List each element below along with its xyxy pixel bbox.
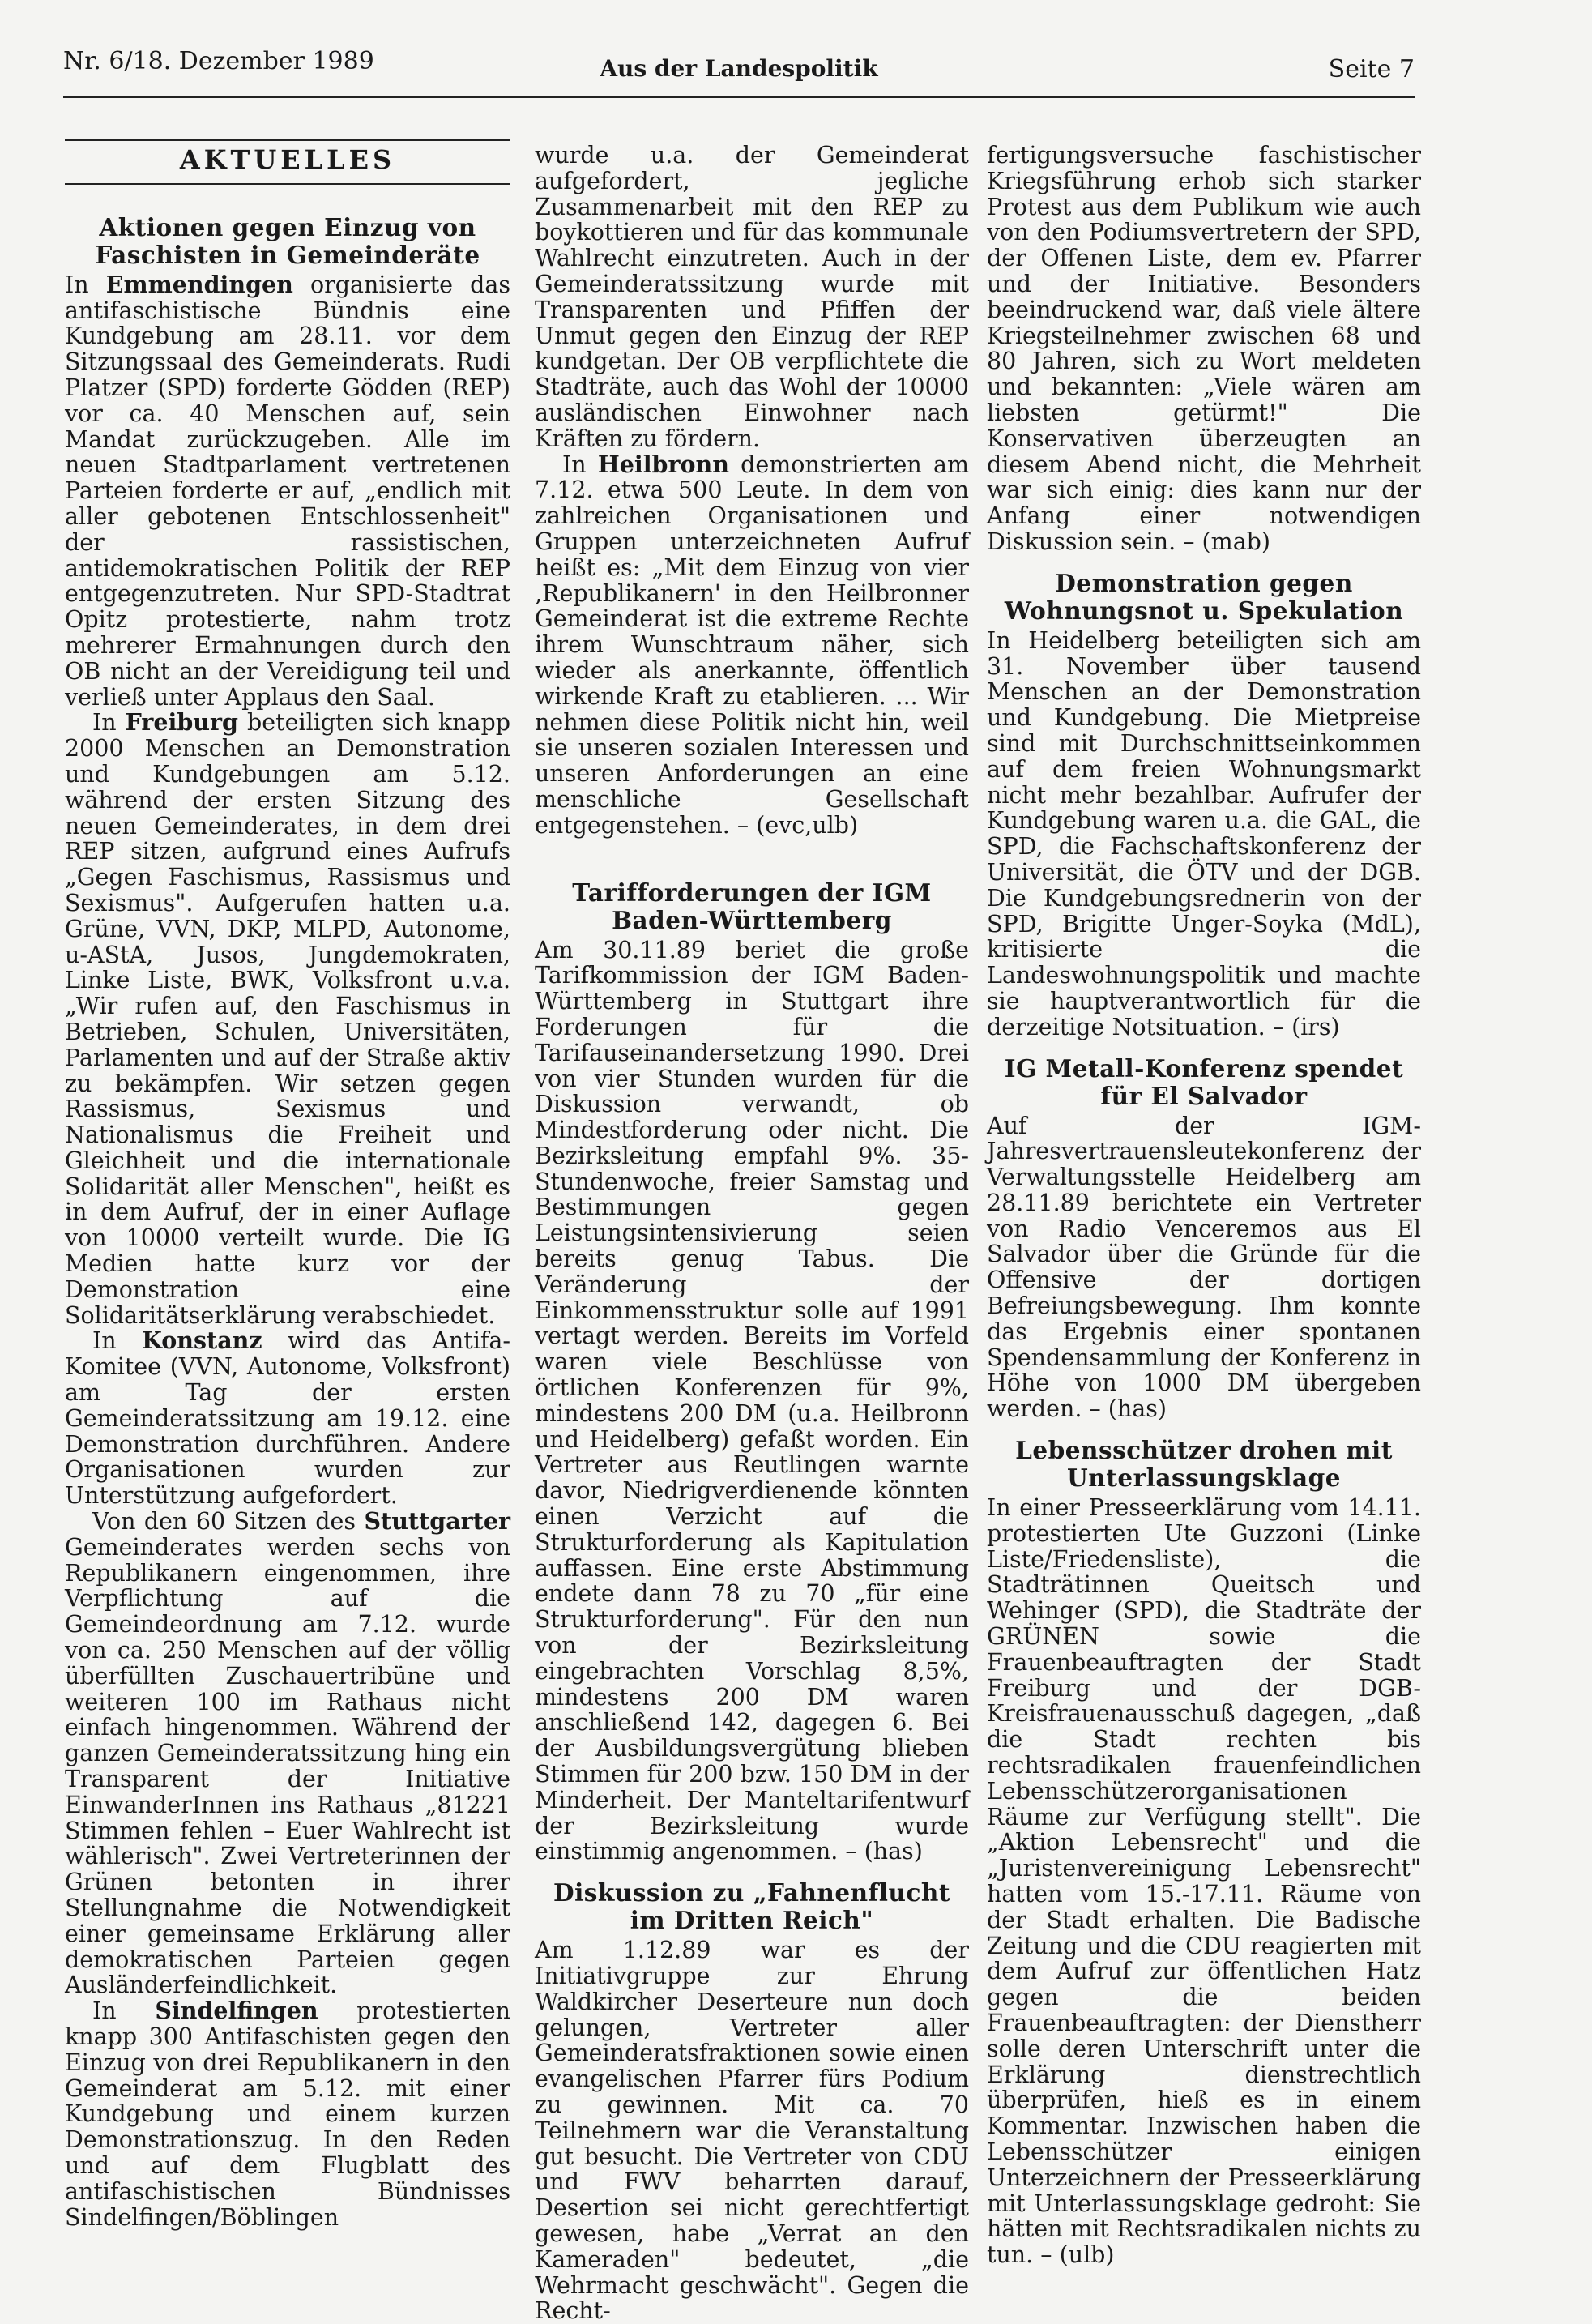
article-text-wohnungsnot: In Heidelberg beteiligten sich am 31. November über tausend Menschen an der Demonstration und Kundgebung. Die Mietpreise sind mit Durchschnittseinkommen auf dem freien Wohnungsmarkt nicht mehr bezahlbar. Aufrufer der Kundgebung waren u.a. die GAL, die SPD, die Fachschaftskonferenz der Universität, die ÖTV und der DGB. Die Kundgebungsrednerin von der SPD, Brigitte Unger-Soyka (MdL), kritisierte die Landeswohnungspolitik und machte sie hauptverantwortlich für die derzeitige Notsituation. – (irs) [987,626,1421,1040]
issue-date: Nr. 6/18. Dezember 1989 [63,47,374,75]
header-rule [63,96,1415,98]
column-2 [535,143,969,2324]
paragraph-sindelfingen: In Sindelfingen protestierten knapp 300 Antifaschisten gegen den Einzug von drei Republikanern in den Gemeinderat am 5.12. mit einer Kundgebung und einem kurzen Demonstrationszug. In den Reden und auf dem Flugblatt des antifaschistischen Bündnisses Sindelfingen/Böblingen [65,1997,510,2231]
paragraph-stuttgart: Von den 60 Sitzen des Stuttgarter Gemeinderates werden sechs von Republikanern eingenommen, ihre Verpflichtung auf die Gemeindeordnung am 7.12. wurde von ca. 250 Menschen auf der völlig überfüllten Zuschauertribüne und weiteren 100 im Rathaus nicht einfach hingenommen. Während der ganzen Gemeinderatssitzung hing ein Transparent der Initiative EinwanderInnen ins Rathaus „81221 Stimmen fehlen – Euer Wahlrecht ist wählerisch". Zwei Vertreterinnen der Grünen betonten in ihrer Stellungnahme die Notwendigkeit einer gemeinsame Erklärung aller demokratischen Parteien gegen Ausländerfeindlichkeit. [65,1507,510,1999]
article-title-wohnungsnot: Demonstration gegen Wohnungsnot u. Spekulation [1004,568,1404,625]
section-label: AKTUELLES [65,139,510,185]
paragraph-emmendingen: In Emmendingen organisierte das antifaschistische Bündnis eine Kundgebung am 28.11. vor dem Sitzungssaal des Gemeinderats. Rudi Platzer (SPD) forderte Gödden (REP) vor ca. 40 Menschen auf, sein Mandat zurückzugeben. Alle im neuen Stadtparlament vertretenen Parteien forderte er auf, „endlich mit aller gebotenen Entschlossenheit" der rassistischen, antidemokratischen Politik der REP entgegenzutreten. Nur SPD-Stadtrat Opitz protestierte, nahm trotz mehrerer Ermahnungen durch den OB nicht an der Vereidigung teil und verließ unter Applaus den Saal. [65,270,510,711]
article-title-einzug-faschisten: Aktionen gegen Einzug von Faschisten in Gemeinderäte [95,212,480,269]
paragraph-freiburg: In Freiburg beteiligten sich knapp 2000 Menschen an Demonstration und Kundgebungen am 5.12. während der ersten Sitzung des neuen Gemeinderates, in dem drei REP sitzen, aufgrund eines Aufrufs „Gegen Faschismus, Rassismus und Sexismus". Aufgerufen hatten u.a. Grüne, VVN, DKP, MLPD, Autonome, u-AStA, Jusos, Jungdemokraten, Linke Liste, BWK, Volksfront u.v.a. „Wir rufen auf, den Faschismus in Betrieben, Schulen, Universitäten, Parlamenten und auf der Straße aktiv zu bekämpfen. Wir setzen gegen Rassismus, Sexismus und Nationalismus die Freiheit und Gleichheit und die internationale Solidarität aller Menschen", heißt es in dem Aufruf, der in einer Auflage von 10000 verteilt wurde. Die IG Medien hatte kurz vor der Demonstration eine Solidaritätserklärung verabschiedet. [65,708,510,1329]
page-number: Seite 7 [1328,55,1415,83]
column-1 [65,139,510,2230]
article-title-fahnenflucht: Diskussion zu „Fahnenflucht im Dritten Reich" [553,1878,950,1935]
column-3 [987,143,1421,2268]
article-title-el-salvador: IG Metall-Konferenz spendet für El Salvador [1004,1053,1404,1110]
article-text-tarifforderungen: Am 30.11.89 beriet die große Tarifkommission der IGM Baden-Württemberg in Stuttgart ihre Forderungen für die Tarifauseinandersetzung 1990. Drei von vier Stunden wurden für die Diskussion verwandt, ob Mindestforderung oder nicht. Die Bezirksleitung empfahl 9%. 35-Stundenwoche, freier Samstag und Bestimmungen gegen Leistungsintensivierung seien bereits genug Tabus. Die Veränderung der Einkommensstruktur solle auf 1991 vertagt werden. Bereits im Vorfeld waren viele Beschlüsse von örtlichen Konferenzen für 9%, mindestens 200 DM (u.a. Heilbronn und Heidelberg) gefaßt worden. Ein Vertreter aus Reutlingen warnte davor, Niedrigverdienende könnten einen Verzicht auf die Strukturforderung als Kapitulation auffassen. Eine erste Abstimmung endete dann 78 zu 70 „für eine Strukturforderung". Für den nun von der Bezirksleitung eingebrachten Vorschlag 8,5%, mindestens 200 DM waren anschließend 142, dagegen 6. Bei der Ausbildungsvergütung blieben Stimmen für 200 bzw. 150 DM in der Minderheit. Der Manteltarifentwurf der Bezirksleitung wurde einstimmig angenommen. – (has) [535,936,969,1865]
article-text-fahnenflucht-cont: fertigungsversuche faschistischer Kriegsführung erhob sich starker Protest aus dem Publikum wie auch von den Podiumsvertretern der SPD, der Offenen Liste, dem ev. Pfarrer und der Initiative. Besonders beeindruckend war, daß viele ältere Kriegsteilnehmer zwischen 68 und 80 Jahren, sich zu Wort meldeten und bekannten: „Viele wären am liebsten getürmt!" Die Konservativen überzeugten an diesem Abend nicht, die Mehrheit war sich einig: dies kann nur der Anfang einer notwendigen Diskussion sein. – (mab) [987,142,1421,555]
page-header [63,47,1415,89]
paragraph-sindelfingen-cont: wurde u.a. der Gemeinderat aufgefordert, jegliche Zusammenarbeit mit den REP zu boykottieren und für das kommunale Wahlrecht einzutreten. Auch in der Gemeinderatssitzung wurde mit Transparenten und Pfiffen der Unmut gegen den Einzug der REP kundgetan. Der OB verpflichtete die Stadträte, auch das Wohl der 10000 ausländischen Einwohner nach Kräften zu fördern. [535,142,969,452]
paragraph-heilbronn: In Heilbronn demonstrierten am 7.12. etwa 500 Leute. In dem von zahlreichen Organisationen und Gruppen unterzeichneten Aufruf heißt es: „Mit dem Einzug von vier ‚Republikanern' in den Heilbronner Gemeinderat ist die extreme Rechte ihrem Wunschtraum näher, sich wieder als anerkannte, öffentlich wirkende Kraft zu etablieren. ... Wir nehmen diese Politik nicht hin, weil sie unseren sozialen Interessen und unseren Anforderungen an eine menschliche Gesellschaft entgegenstehen. – (evc,ulb) [535,450,969,839]
section-heading: Aus der Landespolitik [600,55,878,82]
paragraph-konstanz: In Konstanz wird das Antifa-Komitee (VVN, Autonome, Volksfront) am Tag der ersten Gemeinderatssitzung am 19.12. eine Demonstration durchführen. Andere Organisationen wurden zur Unterstützung aufgefordert. [65,1326,510,1510]
article-text-lebensschuetzer: In einer Presseerklärung vom 14.11. protestierten Ute Guzzoni (Linke Liste/Friedensliste), die Stadträtinnen Queitsch und Wehinger (SPD), die Stadträte der GRÜNEN sowie die Frauenbeauftragten der Stadt Freiburg und der DGB-Kreisfrauenausschuß dagegen, „daß die Stadt rechten bis rechtsradikalen frauenfeindlichen Lebensschützerorganisationen Räume zur Verfügung stellt". Die „Aktion Lebensrecht" und die „Juristenvereinigung Lebensrecht" hatten vom 15.-17.11. Räume von der Stadt erhalten. Die Badische Zeitung und die CDU reagierten mit dem Aufruf zur öffentlichen Hatz gegen die beiden Frauenbeauftragten: der Dienstherr solle deren Unterschrift unter die Erklärung dienstrechtlich überprüfen, hieß es in einem Kommentar. Inzwischen haben die Lebensschützer einigen Unterzeichnern der Presseerklärung mit Unterlassungsklage gedroht: Sie hätten mit Rechtsradikalen nichts zu tun. – (ulb) [987,1494,1421,2269]
article-title-tarifforderungen: Tarifforderungen der IGM Baden-Württemberg [572,878,932,934]
article-text-el-salvador: Auf der IGM-Jahresvertrauensleutekonferenz der Verwaltungsstelle Heidelberg am 28.11.89 berichtete ein Vertreter von Radio Venceremos aus El Salvador über die Gründe für die Offensive der dortigen Befreiungsbewegung. Ihm konnte das Ergebnis einer spontanen Spendensammlung der Konferenz in Höhe von 1000 DM übergeben werden. – (has) [987,1112,1421,1423]
article-title-lebensschuetzer: Lebensschützer drohen mit Unterlassungsklage [1015,1436,1393,1493]
article-text-fahnenflucht: Am 1.12.89 war es der Initiativgruppe zur Ehrung Waldkircher Deserteure nun doch gelungen, Vertreter aller Gemeinderatsfraktionen sowie einen evangelischen Pfarrer fürs Podium zu gewinnen. Mit ca. 70 Teilnehmern war die Veranstaltung gut besucht. Die Vertreter von CDU und FWV beharrten darauf, Desertion sei nicht gerechtfertigt gewesen, habe „Verrat an den Kameraden" bedeutet, „die Wehrmacht geschwächt". Gegen die Recht- [535,1937,969,2324]
